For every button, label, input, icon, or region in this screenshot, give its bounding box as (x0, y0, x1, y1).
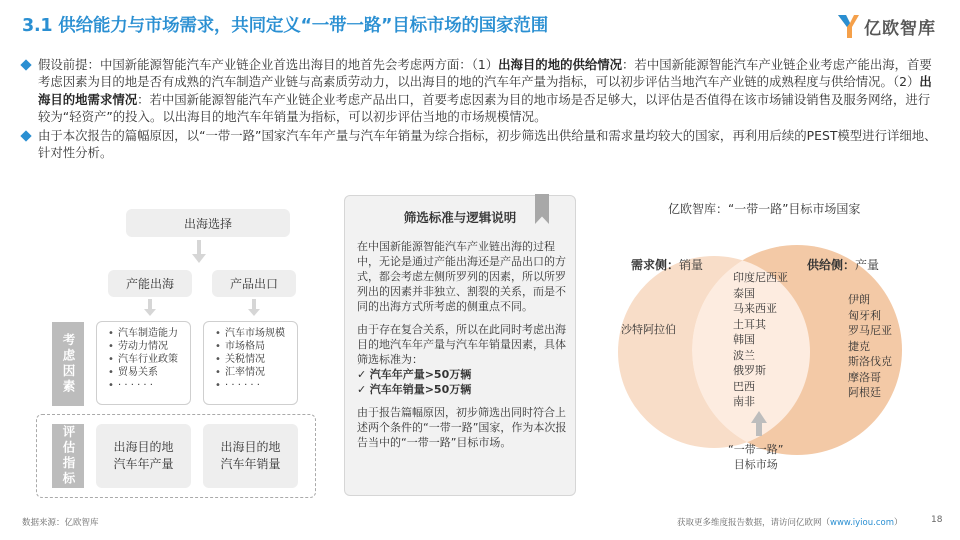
flow-left-branch: 产能出海 (108, 270, 192, 297)
right-metric-box: 出海目的地 汽车年销量 (203, 424, 298, 488)
factors-side-label: 考虑因素 (52, 322, 84, 406)
eval-side-label: 评估指标 (52, 424, 84, 488)
country-item: 摩洛哥 (848, 370, 881, 384)
bullet-text: 假设前提：中国新能源智能汽车产业链企业首选出海目的地首先会考虑两方面：（1） (38, 57, 499, 72)
criteria-check-item: 汽车年销量>50万辆 (369, 383, 472, 396)
list-item: • 汽车市场规模 (215, 327, 297, 340)
check-icon: ✓ (357, 383, 367, 396)
bullet-bold-supply: 出海目的地的供给情况 (498, 57, 623, 72)
demand-label: 需求侧：销量 (631, 258, 704, 272)
country-item: 罗马尼亚 (848, 324, 892, 337)
bullet-bold-demand: 出海目的地需求情况 (38, 74, 932, 107)
list-item: • 劳动力情况 (108, 340, 190, 353)
supply-only-list (848, 292, 892, 401)
country-item: 巴西 (733, 379, 755, 393)
check-icon: ✓ (357, 368, 367, 381)
diamond-bullet-icon (20, 130, 31, 141)
arrow-down-icon (248, 299, 260, 317)
page-number: 18 (931, 515, 943, 525)
list-item: • 关税情况 (215, 353, 297, 366)
demand-only-list (621, 322, 676, 338)
criteria-card (344, 195, 576, 496)
country-item: 马来西亚 (733, 302, 777, 315)
bullet-assumption (22, 56, 942, 126)
footer-more: 获取更多维度报告数据，请访问亿欧网（www.iyiou.com） (677, 518, 903, 528)
list-item: • 汽车制造能力 (108, 327, 190, 340)
footer-source: 数据来源：亿欧智库 (22, 518, 99, 528)
flow-right-branch: 产品出口 (212, 270, 296, 297)
country-item: 波兰 (733, 348, 755, 362)
left-metric-box: 出海目的地 汽车年产量 (96, 424, 191, 488)
list-item: • 汇率情况 (215, 366, 297, 379)
logo (836, 13, 936, 39)
bullet-method (22, 127, 942, 162)
list-item: • · · · · · · (108, 379, 190, 392)
arrow-down-icon (144, 299, 156, 317)
criteria-paragraph: 在中国新能源智能汽车产业链出海的过程中，无论是通过产能出海还是产品出口的方式，都会考虑左侧所罗列的因素，所以所罗列出的因素并非独立、割裂的关系，而是不同的出海方式所考虑的侧重点不同。 (357, 240, 566, 313)
intro-bullets (22, 56, 942, 162)
country-item: 捷克 (848, 339, 870, 353)
country-item: 南非 (733, 395, 755, 408)
criteria-body (357, 239, 567, 458)
country-item: 匈牙利 (848, 308, 881, 322)
list-item: • 汽车行业政策 (108, 353, 190, 366)
criteria-text: 由于存在复合关系，所以在此同时考虑出海目的地汽车年产量与汽车年销量因素，具体筛选标准为： (357, 323, 566, 366)
criteria-paragraph: 由于报告篇幅原因，初步筛选出同时符合上述两个条件的“一带一路”国家，作为本次报告当中的“一带一路”目标市场。 (357, 406, 567, 449)
overlap-country-list (733, 270, 788, 410)
logo-text: 亿欧智库 (864, 18, 936, 39)
country-item: 土耳其 (733, 317, 766, 331)
target-market-label: “一带一路” 目标市场 (728, 443, 784, 471)
bullet-text: 由于本次报告的篇幅原因，以“一带一路”国家汽车年产量与汽车年销量为综合指标，初步筛选出供给量和需求量均较大的国家，再利用后续的PEST模型进行详细地、针对性分析。 (38, 127, 937, 161)
country-item: 阿根廷 (848, 386, 881, 399)
criteria-paragraph (357, 322, 567, 397)
country-item: 泰国 (733, 286, 755, 300)
bullet-text: ：若中国新能源智能汽车产业链企业考虑产品出口，首要考虑因素为目的地市场是否足够大，以评估是否值得在该市场铺设销售及服务网络，进行较为“轻资产”的投入。以出海目的地汽车年销量为指标，可以初步评估当地的市场规模情况。 (38, 91, 931, 125)
arrow-down-icon (192, 240, 206, 264)
supply-label: 供给侧：产量 (807, 258, 880, 272)
footer-link[interactable]: www.iyiou.com (830, 518, 894, 528)
criteria-title: 筛选标准与逻辑说明 (403, 210, 517, 225)
bullet-text: ：若中国新能源智能汽车产业链企业考虑产能出海，首要考虑因素为目的地是否有成熟的汽车制造产业链与高素质劳动力，以出海目的地的汽车年产量为指标，可以初步评估当地汽车产业链的成熟程度与供给情况。（2） (38, 57, 932, 90)
list-item: • 市场格局 (215, 340, 297, 353)
yiou-logo-icon (836, 13, 860, 39)
list-item: • · · · · · · (215, 379, 297, 392)
country-item: 俄罗斯 (733, 364, 766, 377)
left-factors-list (96, 321, 191, 405)
list-item: • 贸易关系 (108, 366, 190, 379)
country-item: 斯洛伐克 (848, 355, 892, 368)
right-factors-list (203, 321, 298, 405)
criteria-check-item: 汽车年产量>50万辆 (369, 368, 472, 381)
country-item: 韩国 (733, 333, 755, 346)
country-item: 印度尼西亚 (733, 271, 788, 284)
diamond-bullet-icon (20, 59, 31, 70)
country-item: 沙特阿拉伯 (621, 323, 676, 336)
flow-top-box: 出海选择 (126, 209, 290, 237)
venn-title: 亿欧智库：“一带一路”目标市场国家 (668, 202, 861, 216)
country-item: 伊朗 (848, 293, 870, 306)
page-title: 3.1 供给能力与市场需求，共同定义“一带一路”目标市场的国家范围 (22, 16, 548, 36)
